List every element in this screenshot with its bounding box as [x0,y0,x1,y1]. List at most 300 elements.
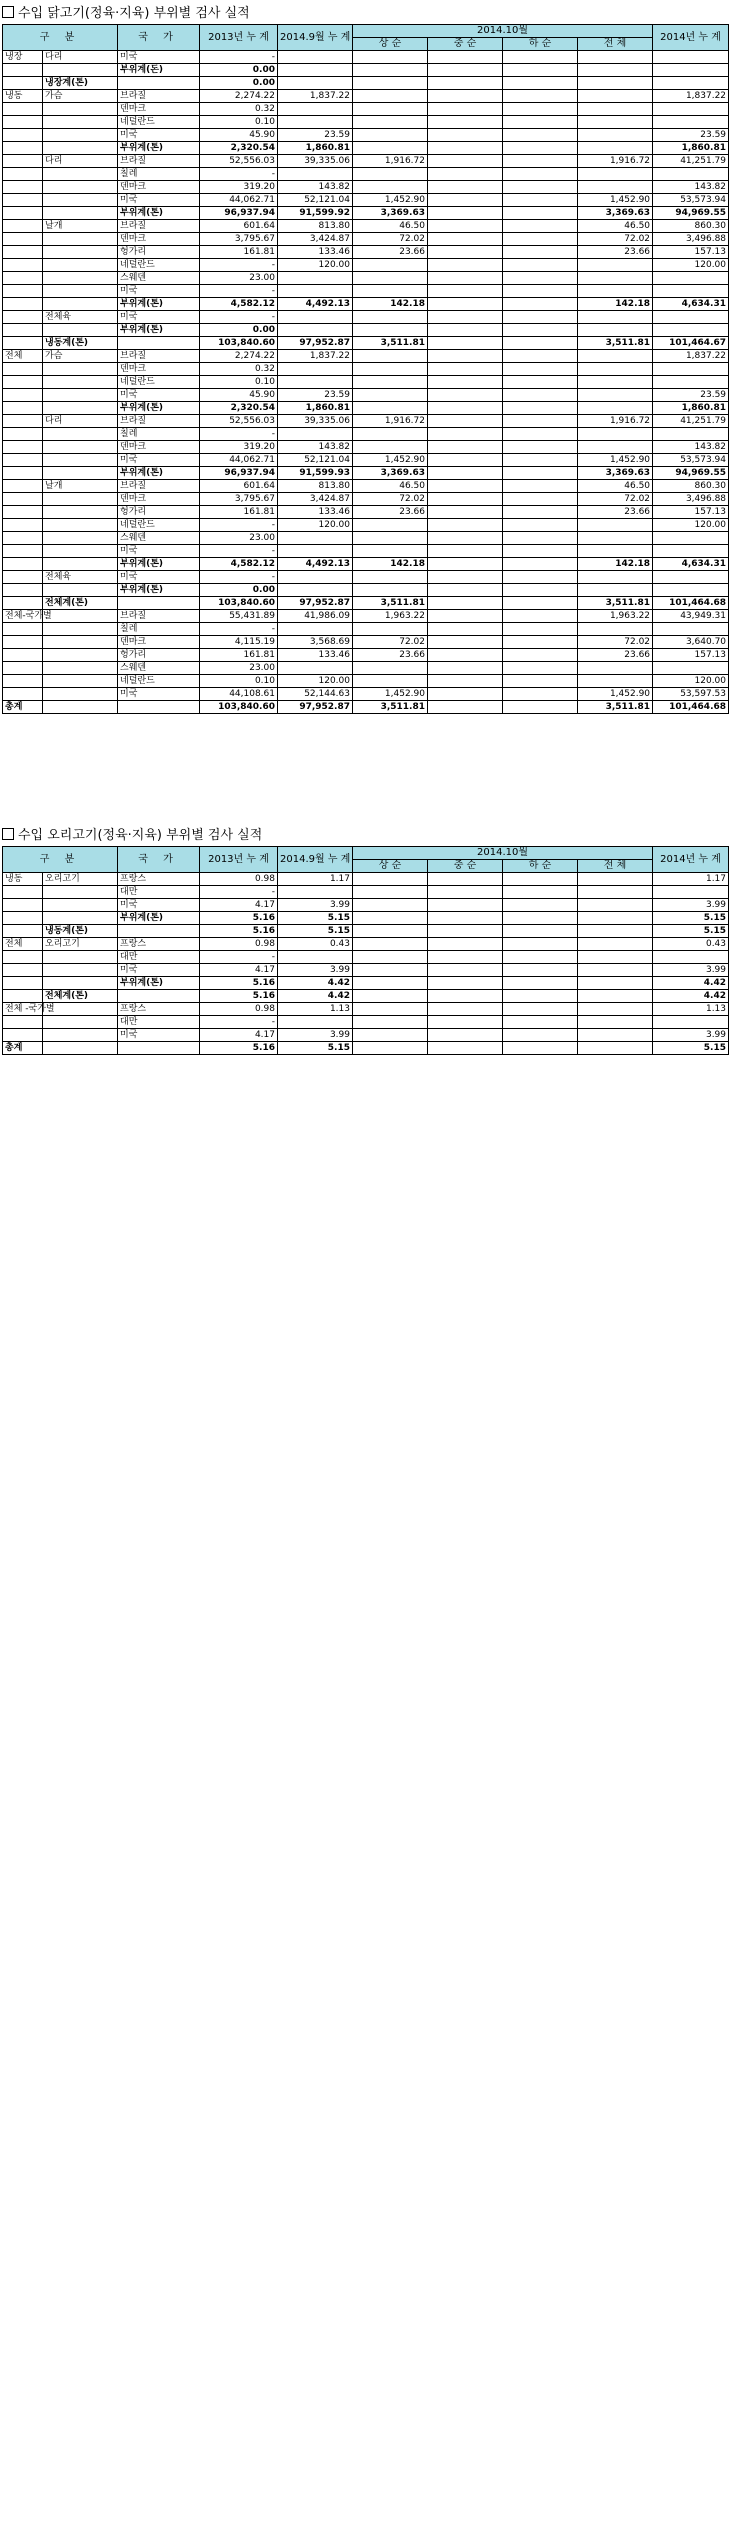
value-oct-late-cell [503,938,578,951]
table-row [3,259,729,272]
category-cell [3,899,43,912]
value-2014-cell [653,662,729,675]
part-cell [43,363,118,376]
value-2013-cell: 103,840.60 [200,701,278,714]
value-oct-total-cell: 23.66 [578,649,653,662]
table-row [3,402,729,415]
country-cell: 대만 [118,1016,200,1029]
value-2013-cell: 5.16 [200,912,278,925]
value-oct-total-cell: 3,511.81 [578,701,653,714]
value-2014-cell [653,571,729,584]
value-oct-total-cell: 1,452.90 [578,688,653,701]
value-oct-late-cell [503,1029,578,1042]
value-oct-mid-cell [428,545,503,558]
category-cell [3,506,43,519]
part-cell [43,688,118,701]
category-cell [3,925,43,938]
country-cell: 브라질 [118,220,200,233]
header-2014-sep-cumulative: 2014.9월 누 계 [278,847,353,873]
value-oct-early-cell: 1,452.90 [353,194,428,207]
table-row [3,636,729,649]
value-oct-total-cell: 142.18 [578,298,653,311]
value-2014-cell: 101,464.68 [653,597,729,610]
country-cell: 부위계(톤) [118,912,200,925]
country-cell [118,77,200,90]
country-cell: 브라질 [118,90,200,103]
header-mid-month: 중 순 [428,38,503,51]
value-oct-mid-cell [428,116,503,129]
value-oct-early-cell [353,964,428,977]
value-2014-sep-cell: 39,335.06 [278,155,353,168]
value-2013-cell: 319.20 [200,441,278,454]
part-cell [43,977,118,990]
value-2014-sep-cell [278,51,353,64]
value-oct-total-cell: 23.66 [578,506,653,519]
value-oct-early-cell [353,116,428,129]
value-oct-early-cell: 3,369.63 [353,207,428,220]
table-row [3,168,729,181]
value-oct-late-cell [503,597,578,610]
value-2014-sep-cell: 4,492.13 [278,298,353,311]
table-row [3,1042,729,1055]
category-cell [3,389,43,402]
value-oct-late-cell [503,51,578,64]
category-cell [3,951,43,964]
value-2013-cell: 23.00 [200,272,278,285]
value-oct-late-cell [503,545,578,558]
country-cell: 미국 [118,194,200,207]
part-cell: 다리 [43,51,118,64]
country-cell: 네덜란드 [118,116,200,129]
value-2013-cell: 5.16 [200,925,278,938]
value-2014-cell: 5.15 [653,1042,729,1055]
part-cell [43,428,118,441]
part-cell [43,964,118,977]
country-cell: 미국 [118,571,200,584]
value-2014-cell: 0.43 [653,938,729,951]
value-oct-total-cell [578,350,653,363]
value-2014-cell: 23.59 [653,129,729,142]
value-oct-late-cell [503,220,578,233]
table-row [3,415,729,428]
table-row [3,886,729,899]
value-oct-late-cell [503,571,578,584]
country-cell [118,701,200,714]
value-oct-mid-cell [428,662,503,675]
duck-table-body [3,847,729,1055]
value-oct-mid-cell [428,64,503,77]
country-cell: 부위계(톤) [118,298,200,311]
value-oct-total-cell [578,116,653,129]
country-cell [118,990,200,1003]
value-2014-sep-cell: 4,492.13 [278,558,353,571]
table-row [3,493,729,506]
header-category: 구 분 [3,847,118,873]
value-oct-early-cell [353,324,428,337]
value-oct-mid-cell [428,1003,503,1016]
value-2014-sep-cell [278,311,353,324]
value-2014-cell: 53,573.94 [653,194,729,207]
value-2013-cell: - [200,311,278,324]
value-oct-late-cell [503,272,578,285]
value-2013-cell: 45.90 [200,389,278,402]
category-cell [3,285,43,298]
country-cell [118,925,200,938]
value-2014-cell: 23.59 [653,389,729,402]
table-row [3,467,729,480]
country-cell: 칠레 [118,428,200,441]
value-2013-cell: 601.64 [200,480,278,493]
part-cell [43,623,118,636]
table-row [3,77,729,90]
value-2014-cell: 3,496.88 [653,233,729,246]
category-cell: 냉동 [3,90,43,103]
value-2014-cell [653,532,729,545]
value-oct-total-cell: 3,369.63 [578,467,653,480]
part-cell [43,103,118,116]
part-cell [43,545,118,558]
value-2013-cell: 103,840.60 [200,597,278,610]
table-row [3,389,729,402]
table-row [3,480,729,493]
table-row [3,181,729,194]
value-2014-sep-cell: 0.43 [278,938,353,951]
value-oct-late-cell [503,467,578,480]
table-row [3,142,729,155]
value-2014-cell: 94,969.55 [653,207,729,220]
table-row [3,925,729,938]
value-2014-sep-cell: 97,952.87 [278,337,353,350]
country-cell: 네덜란드 [118,259,200,272]
value-oct-mid-cell [428,194,503,207]
value-2013-cell: 96,937.94 [200,467,278,480]
value-oct-late-cell [503,454,578,467]
category-cell: 전체 -국가별 [3,1003,43,1016]
table-row [3,649,729,662]
value-2014-sep-cell [278,103,353,116]
value-oct-mid-cell [428,324,503,337]
part-cell [43,1016,118,1029]
part-cell [43,1042,118,1055]
value-oct-early-cell [353,990,428,1003]
value-2014-sep-cell [278,886,353,899]
table-row [3,376,729,389]
part-cell [43,636,118,649]
value-2014-cell: 4.42 [653,977,729,990]
duck-inspection-table [2,846,729,1055]
value-oct-late-cell [503,233,578,246]
part-cell [43,142,118,155]
header-row [3,25,729,38]
value-oct-total-cell: 3,511.81 [578,337,653,350]
value-2013-cell: 52,556.03 [200,415,278,428]
value-2014-sep-cell [278,363,353,376]
value-oct-mid-cell [428,233,503,246]
part-cell: 전체계(톤) [43,990,118,1003]
value-2014-cell: 43,949.31 [653,610,729,623]
value-2014-sep-cell [278,64,353,77]
value-2013-cell: 0.10 [200,376,278,389]
category-cell [3,532,43,545]
value-oct-total-cell [578,51,653,64]
value-2014-cell: 3,640.70 [653,636,729,649]
value-oct-total-cell: 72.02 [578,636,653,649]
value-oct-late-cell [503,103,578,116]
category-cell [3,1029,43,1042]
value-2014-sep-cell [278,545,353,558]
value-2014-sep-cell [278,584,353,597]
table-row [3,938,729,951]
value-oct-late-cell [503,168,578,181]
value-2014-sep-cell [278,376,353,389]
category-cell [3,623,43,636]
value-oct-total-cell [578,662,653,675]
table-row [3,194,729,207]
header-row [3,847,729,860]
value-oct-total-cell [578,519,653,532]
country-cell: 부위계(톤) [118,402,200,415]
value-2014-sep-cell: 4.42 [278,990,353,1003]
value-oct-early-cell: 1,916.72 [353,155,428,168]
value-oct-mid-cell [428,990,503,1003]
value-2014-cell [653,103,729,116]
category-cell: 냉장 [3,51,43,64]
value-2014-sep-cell: 5.15 [278,912,353,925]
category-cell [3,964,43,977]
value-2013-cell: - [200,1016,278,1029]
value-2014-sep-cell: 23.59 [278,389,353,402]
value-2014-sep-cell: 1.17 [278,873,353,886]
value-2014-cell: 860.30 [653,220,729,233]
value-oct-total-cell [578,285,653,298]
country-cell: 칠레 [118,168,200,181]
country-cell: 덴마크 [118,493,200,506]
value-oct-early-cell [353,571,428,584]
value-2014-cell: 157.13 [653,649,729,662]
value-oct-mid-cell [428,584,503,597]
value-2013-cell: 0.10 [200,675,278,688]
part-cell [43,886,118,899]
value-oct-late-cell [503,363,578,376]
value-oct-mid-cell [428,311,503,324]
value-oct-mid-cell [428,610,503,623]
value-oct-late-cell [503,925,578,938]
value-oct-mid-cell [428,155,503,168]
value-2014-sep-cell [278,532,353,545]
category-cell [3,428,43,441]
category-cell [3,129,43,142]
value-2013-cell: - [200,545,278,558]
value-oct-mid-cell [428,207,503,220]
value-oct-early-cell [353,1029,428,1042]
value-2014-sep-cell [278,285,353,298]
part-cell [43,584,118,597]
value-2014-cell: 101,464.67 [653,337,729,350]
category-cell [3,337,43,350]
value-oct-total-cell [578,886,653,899]
value-2014-sep-cell: 1,860.81 [278,402,353,415]
value-oct-mid-cell [428,1029,503,1042]
value-2014-cell [653,311,729,324]
value-2013-cell: 5.16 [200,990,278,1003]
table-row [3,532,729,545]
header-2014-cumulative: 2014년 누 계 [653,25,729,51]
value-oct-mid-cell [428,90,503,103]
value-oct-total-cell [578,584,653,597]
value-oct-late-cell [503,519,578,532]
value-oct-late-cell [503,64,578,77]
country-cell: 스웨덴 [118,662,200,675]
value-oct-total-cell [578,912,653,925]
value-oct-late-cell [503,873,578,886]
value-2014-cell: 1,837.22 [653,350,729,363]
value-2013-cell: 4,582.12 [200,558,278,571]
part-cell [43,701,118,714]
part-cell [43,207,118,220]
value-oct-late-cell [503,207,578,220]
value-oct-early-cell [353,64,428,77]
header-category: 구 분 [3,25,118,51]
value-oct-mid-cell [428,181,503,194]
value-oct-mid-cell [428,1042,503,1055]
value-oct-early-cell: 72.02 [353,636,428,649]
value-oct-early-cell [353,129,428,142]
value-oct-early-cell [353,389,428,402]
header-total: 전 체 [578,38,653,51]
value-2014-cell: 143.82 [653,441,729,454]
part-cell [43,298,118,311]
table-row [3,454,729,467]
value-oct-late-cell [503,584,578,597]
value-oct-mid-cell [428,129,503,142]
table-row [3,506,729,519]
category-cell [3,272,43,285]
part-cell [43,233,118,246]
value-oct-mid-cell [428,337,503,350]
table-row [3,912,729,925]
category-cell [3,402,43,415]
value-oct-late-cell [503,142,578,155]
value-oct-late-cell [503,649,578,662]
value-2014-sep-cell: 133.46 [278,246,353,259]
value-oct-mid-cell [428,428,503,441]
country-cell: 네덜란드 [118,519,200,532]
country-cell: 부위계(돈) [118,64,200,77]
category-cell [3,103,43,116]
value-2014-sep-cell: 5.15 [278,925,353,938]
table-row [3,964,729,977]
table-row [3,285,729,298]
table-row [3,363,729,376]
value-oct-early-cell: 142.18 [353,558,428,571]
value-oct-mid-cell [428,402,503,415]
part-cell [43,272,118,285]
value-oct-mid-cell [428,899,503,912]
part-cell [43,64,118,77]
value-oct-late-cell [503,1016,578,1029]
value-2014-sep-cell: 3,424.87 [278,233,353,246]
table-row [3,311,729,324]
value-oct-total-cell [578,103,653,116]
value-2014-sep-cell: 1,860.81 [278,142,353,155]
table-row [3,350,729,363]
value-oct-total-cell: 1,452.90 [578,454,653,467]
value-2014-sep-cell [278,272,353,285]
value-2013-cell: 5.16 [200,1042,278,1055]
value-oct-mid-cell [428,701,503,714]
value-2013-cell: 4,115.19 [200,636,278,649]
part-cell: 전체육 [43,311,118,324]
value-2014-sep-cell: 1,837.22 [278,350,353,363]
value-oct-early-cell: 72.02 [353,493,428,506]
category-cell: 전체 [3,350,43,363]
value-2014-cell: 120.00 [653,259,729,272]
header-late-month: 하 순 [503,860,578,873]
country-cell: 미국 [118,454,200,467]
header-2013-cumulative: 2013년 누 계 [200,25,278,51]
table-row [3,951,729,964]
value-oct-total-cell: 142.18 [578,558,653,571]
table-row [3,103,729,116]
value-oct-mid-cell [428,272,503,285]
value-oct-mid-cell [428,886,503,899]
value-2013-cell: 23.00 [200,532,278,545]
category-cell [3,636,43,649]
value-2013-cell: 161.81 [200,246,278,259]
value-oct-total-cell: 46.50 [578,220,653,233]
value-2014-cell: 3.99 [653,899,729,912]
country-cell: 미국 [118,389,200,402]
value-2014-sep-cell: 97,952.87 [278,597,353,610]
value-oct-early-cell [353,938,428,951]
value-oct-mid-cell [428,938,503,951]
value-oct-late-cell [503,886,578,899]
value-oct-mid-cell [428,480,503,493]
part-cell [43,402,118,415]
value-oct-late-cell [503,977,578,990]
category-cell [3,259,43,272]
value-oct-total-cell [578,129,653,142]
value-2014-sep-cell: 91,599.92 [278,207,353,220]
value-oct-mid-cell [428,77,503,90]
part-cell: 냉동계(톤) [43,337,118,350]
value-2014-cell: 3,496.88 [653,493,729,506]
value-oct-late-cell [503,402,578,415]
category-cell [3,688,43,701]
value-oct-mid-cell [428,51,503,64]
value-oct-total-cell: 1,963.22 [578,610,653,623]
value-oct-early-cell: 23.66 [353,649,428,662]
value-2013-cell: - [200,951,278,964]
value-2014-cell: 1,860.81 [653,402,729,415]
part-cell [43,662,118,675]
value-2014-sep-cell [278,428,353,441]
table-row [3,337,729,350]
country-cell [118,597,200,610]
part-cell [43,129,118,142]
part-cell [43,376,118,389]
part-cell: 전체육 [43,571,118,584]
value-oct-mid-cell [428,873,503,886]
table-row [3,441,729,454]
part-cell [43,1029,118,1042]
value-2014-sep-cell: 1,837.22 [278,90,353,103]
category-cell [3,77,43,90]
value-oct-early-cell [353,532,428,545]
part-cell [43,610,118,623]
value-oct-late-cell [503,990,578,1003]
part-cell [43,324,118,337]
